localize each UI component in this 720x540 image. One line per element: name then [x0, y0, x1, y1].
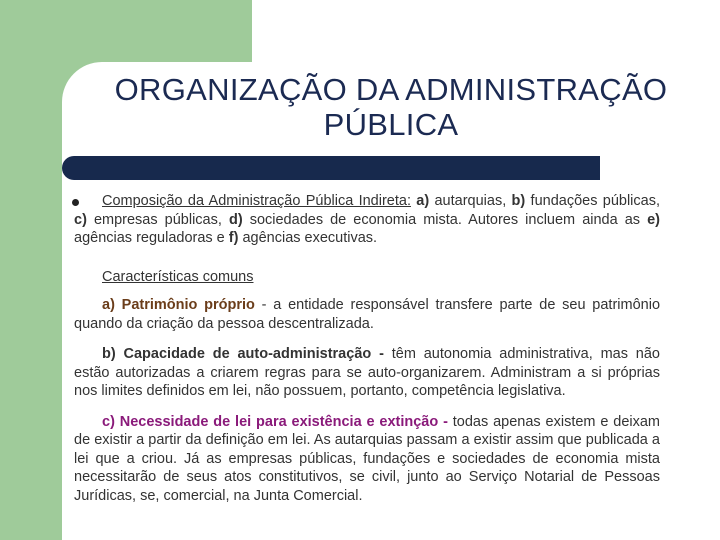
text-d: sociedades de economia mista. Autores incluem ainda as	[242, 211, 648, 228]
title-line-1: ORGANIZAÇÃO DA ADMINISTRAÇÃO	[114, 72, 668, 107]
item-b-title: b) Capacidade de auto-administração -	[102, 346, 384, 362]
item-c-para	[74, 413, 660, 506]
title-underline-bar	[62, 156, 600, 180]
slide-body	[74, 192, 660, 505]
label-c: c)	[74, 211, 87, 228]
item-b-para	[74, 345, 660, 401]
text-b: fundações públicas,	[525, 193, 660, 209]
label-f: f)	[228, 230, 239, 246]
text-e: agências reguladoras e	[74, 230, 229, 246]
text-a: autarquias,	[429, 193, 512, 209]
section-heading: Características comuns	[102, 268, 254, 285]
bullet-icon	[72, 199, 79, 206]
label-e: e)	[647, 211, 660, 228]
text-f: agências executivas.	[238, 230, 378, 246]
slide-title	[62, 72, 720, 142]
text-c: empresas públicas,	[86, 211, 229, 228]
item-b-text: têm autonomia administrativa, mas não estão autorizadas a criarem regras para se auto-organizarem. Administram a si próprias nos limites definidos em lei, não possuem, portanto, competência legislativa.	[74, 346, 660, 399]
composition-heading: Composição da Administração Pública Indireta:	[102, 193, 411, 209]
section-heading-para	[74, 268, 660, 287]
item-a-title: a) Patrimônio próprio	[102, 297, 255, 313]
label-b: b)	[511, 193, 526, 209]
title-line-2: PÚBLICA	[323, 107, 459, 142]
label-a: a)	[416, 193, 430, 209]
item-c-title: c) Necessidade de lei para existência e extinção -	[102, 413, 448, 430]
item-a-para	[74, 296, 660, 333]
label-d: d)	[228, 211, 243, 228]
item-c-text: todas apenas existem e deixam de existir a partir da definição em lei. As autarquias passam a existir assim que publicada a lei que a criou. Já as empresas públicas, fundações e sociedades de economia mista necessitarão de seus atos constitutivos, se civil, junto ao Serviço Notarial de Pessoas Jurídicas, se, comercial, na Junta Comercial.	[74, 413, 660, 504]
item-a-text: - a entidade responsável transfere parte de seu patrimônio quando da criação da pessoa descentralizada.	[74, 297, 661, 332]
bullet-composition	[74, 192, 660, 248]
